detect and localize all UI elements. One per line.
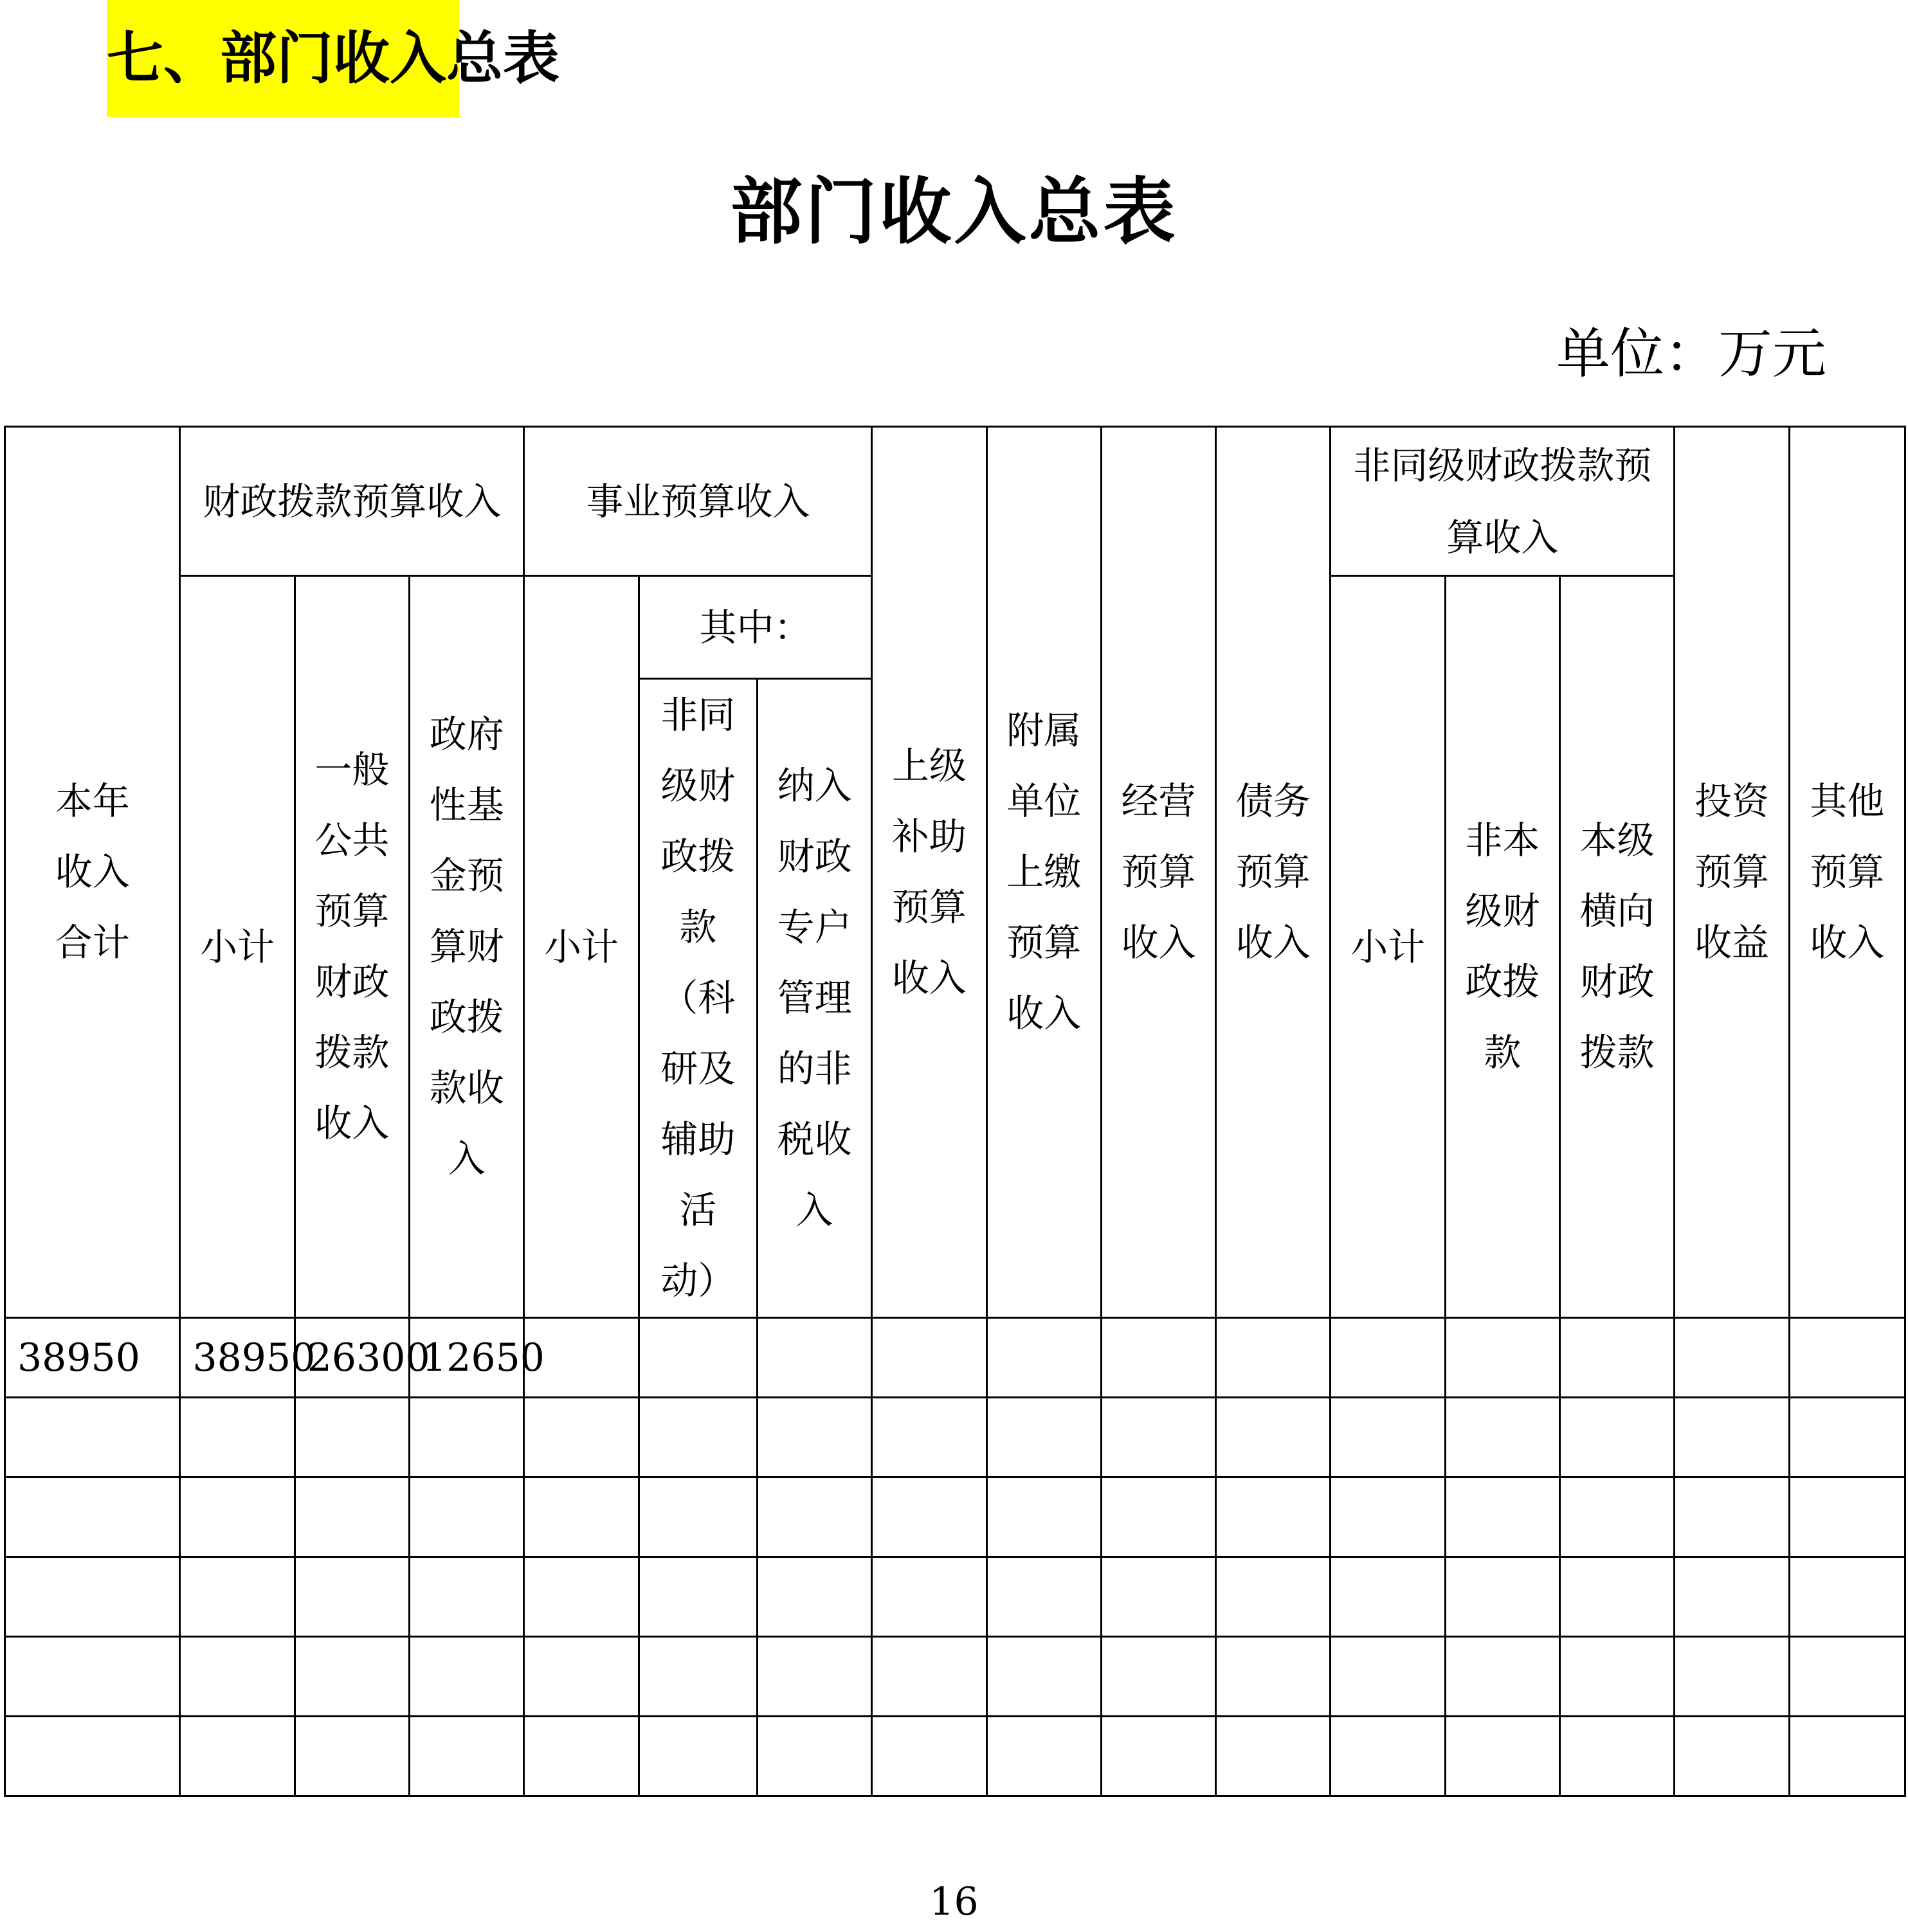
table-cell xyxy=(5,1477,180,1557)
header-business-non-same-level: 非同级财政拨款（科研及辅助活动） xyxy=(639,679,757,1318)
table-cell xyxy=(1789,1477,1905,1557)
table-cell xyxy=(872,1477,986,1557)
header-nonsame-non-local: 非本级财政拨款 xyxy=(1445,576,1559,1318)
table-cell xyxy=(986,1318,1101,1398)
header-total: 本年收入合计 xyxy=(5,427,180,1318)
table-cell xyxy=(524,1557,639,1637)
header-nonsame-group: 非同级财政拨款预算收入 xyxy=(1331,427,1675,576)
table-cell xyxy=(986,1717,1101,1796)
table-cell xyxy=(410,1557,524,1637)
header-superior-subsidy: 上级补助预算收入 xyxy=(872,427,986,1318)
page-number: 16 xyxy=(929,1879,979,1924)
table-cell xyxy=(1216,1477,1331,1557)
table-row xyxy=(5,1637,1905,1717)
table-cell: 12650 xyxy=(410,1318,524,1398)
table-cell xyxy=(1789,1398,1905,1477)
table-cell xyxy=(5,1717,180,1796)
section-heading: 七、部门收入总表 xyxy=(107,0,459,117)
table-row xyxy=(5,1318,1905,1398)
table-cell xyxy=(986,1477,1101,1557)
table-cell xyxy=(180,1637,295,1717)
table-cell xyxy=(1331,1557,1445,1637)
table-cell xyxy=(872,1318,986,1398)
unit-label: 单位：万元 xyxy=(1556,322,1826,385)
table-cell xyxy=(986,1398,1101,1477)
header-row-1 xyxy=(5,427,1905,576)
table-cell xyxy=(1675,1318,1789,1398)
header-nonsame-subtotal: 小计 xyxy=(1331,576,1445,1318)
table-cell xyxy=(757,1557,871,1637)
table-cell xyxy=(1560,1717,1675,1796)
table-cell xyxy=(524,1637,639,1717)
header-fiscal-group: 财政拨款预算收入 xyxy=(180,427,524,576)
table-cell xyxy=(295,1637,409,1717)
table-cell xyxy=(1445,1557,1559,1637)
table-cell xyxy=(1675,1557,1789,1637)
table-cell xyxy=(1331,1318,1445,1398)
page-title: 部门收入总表 xyxy=(730,170,1178,254)
table-cell xyxy=(639,1477,757,1557)
table-cell xyxy=(986,1637,1101,1717)
table-cell xyxy=(410,1398,524,1477)
table-cell xyxy=(1216,1318,1331,1398)
table-cell xyxy=(639,1398,757,1477)
table-cell xyxy=(1789,1717,1905,1796)
table-row xyxy=(5,1477,1905,1557)
header-debt: 债务预算收入 xyxy=(1216,427,1331,1318)
table-cell xyxy=(1560,1637,1675,1717)
header-other: 其他预算收入 xyxy=(1789,427,1905,1318)
header-fiscal-fund: 政府性基金预算财政拨款收入 xyxy=(410,576,524,1318)
table-cell xyxy=(295,1717,409,1796)
header-fiscal-subtotal: 小计 xyxy=(180,576,295,1318)
header-fiscal-general: 一般公共预算财政拨款收入 xyxy=(295,576,409,1318)
table-cell xyxy=(1445,1637,1559,1717)
table-cell xyxy=(295,1398,409,1477)
table-cell xyxy=(295,1477,409,1557)
table-row xyxy=(5,1717,1905,1796)
table-cell xyxy=(986,1557,1101,1637)
table-cell xyxy=(639,1717,757,1796)
table-cell xyxy=(1216,1398,1331,1477)
table-cell xyxy=(1675,1477,1789,1557)
table-cell xyxy=(410,1637,524,1717)
table-cell xyxy=(295,1557,409,1637)
table-cell xyxy=(5,1637,180,1717)
table-cell xyxy=(524,1717,639,1796)
table-cell xyxy=(5,1398,180,1477)
table-cell xyxy=(1101,1318,1215,1398)
header-affiliate-turnover: 附属单位上缴预算收入 xyxy=(986,427,1101,1318)
header-business-group: 事业预算收入 xyxy=(524,427,872,576)
table-cell xyxy=(410,1717,524,1796)
table-cell xyxy=(1560,1477,1675,1557)
table-row xyxy=(5,1398,1905,1477)
table-cell xyxy=(180,1477,295,1557)
table-cell xyxy=(1560,1398,1675,1477)
table-cell xyxy=(1101,1717,1215,1796)
table-cell xyxy=(1789,1557,1905,1637)
table-cell xyxy=(1101,1557,1215,1637)
table-cell xyxy=(1445,1398,1559,1477)
table-cell xyxy=(1101,1398,1215,1477)
table-cell xyxy=(872,1398,986,1477)
table-cell xyxy=(524,1477,639,1557)
table-cell xyxy=(639,1557,757,1637)
table-cell xyxy=(757,1637,871,1717)
income-summary-table xyxy=(4,426,1906,1797)
table-cell xyxy=(1101,1477,1215,1557)
header-nonsame-horizontal: 本级横向财政拨款 xyxy=(1560,576,1675,1318)
table-cell xyxy=(1789,1318,1905,1398)
table-cell xyxy=(180,1557,295,1637)
table-cell xyxy=(1331,1477,1445,1557)
header-business-special: 纳入财政专户管理的非税收入 xyxy=(757,679,871,1318)
table-cell: 38950 xyxy=(180,1318,295,1398)
table-cell xyxy=(1560,1318,1675,1398)
table-cell xyxy=(639,1318,757,1398)
table-cell xyxy=(1445,1477,1559,1557)
table-cell xyxy=(1675,1717,1789,1796)
table-cell xyxy=(410,1477,524,1557)
table-cell xyxy=(1216,1557,1331,1637)
table-cell xyxy=(1331,1717,1445,1796)
table-cell xyxy=(1789,1637,1905,1717)
table-row xyxy=(5,1557,1905,1637)
table-cell xyxy=(1560,1557,1675,1637)
table-cell xyxy=(1331,1637,1445,1717)
table-body xyxy=(5,1318,1905,1796)
header-business-among: 其中： xyxy=(639,576,872,679)
table-cell xyxy=(757,1318,871,1398)
table-cell xyxy=(1445,1318,1559,1398)
table-cell xyxy=(757,1398,871,1477)
table-cell xyxy=(180,1717,295,1796)
table-cell xyxy=(180,1398,295,1477)
table-cell xyxy=(1675,1398,1789,1477)
table-cell: 26300 xyxy=(295,1318,409,1398)
header-investment: 投资预算收益 xyxy=(1675,427,1789,1318)
table-cell xyxy=(639,1637,757,1717)
header-business-subtotal: 小计 xyxy=(524,576,639,1318)
table-cell xyxy=(1101,1637,1215,1717)
table-cell xyxy=(872,1637,986,1717)
table-cell xyxy=(1331,1398,1445,1477)
table-cell xyxy=(524,1398,639,1477)
table-cell xyxy=(1445,1717,1559,1796)
table-cell xyxy=(757,1717,871,1796)
table-cell xyxy=(1216,1637,1331,1717)
table-cell: 38950 xyxy=(5,1318,180,1398)
table-cell xyxy=(5,1557,180,1637)
table-cell xyxy=(1675,1637,1789,1717)
table-cell xyxy=(872,1717,986,1796)
table-cell xyxy=(872,1557,986,1637)
table-cell xyxy=(757,1477,871,1557)
header-operating: 经营预算收入 xyxy=(1101,427,1215,1318)
table-cell xyxy=(1216,1717,1331,1796)
